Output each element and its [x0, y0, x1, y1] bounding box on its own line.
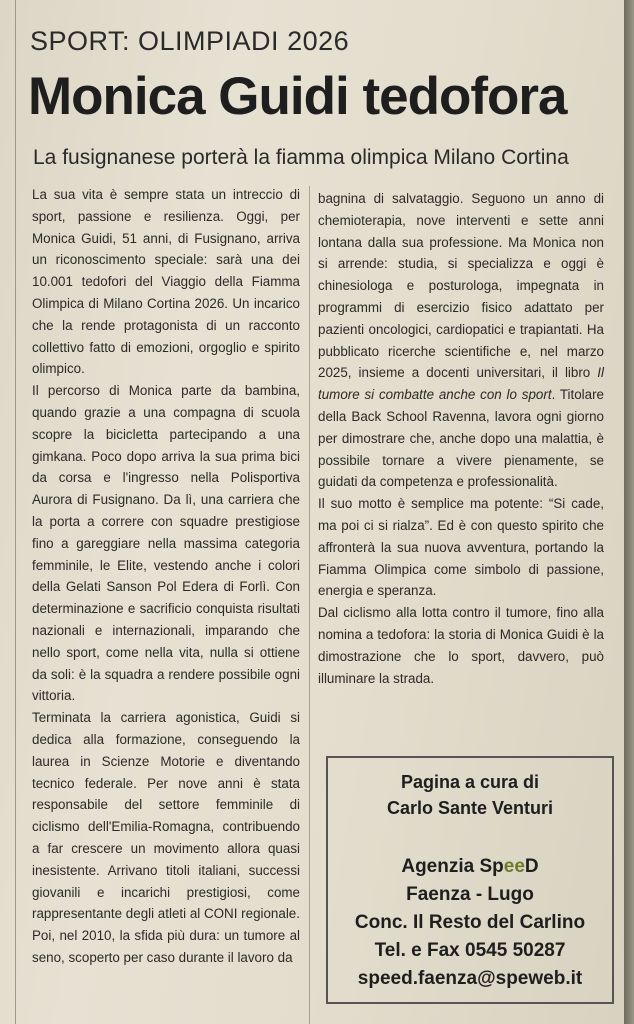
section-kicker: SPORT: OLIMPIADI 2026: [30, 26, 350, 56]
agency-concession: Conc. Il Resto del Carlino: [354, 912, 586, 933]
credit-line: Pagina a cura di: [400, 772, 540, 792]
left-margin-rule: [15, 0, 16, 1024]
paragraph: Poi, nel 2010, la sfida più dura: un tumore al seno, scoperto per caso durante il lavoro da: [32, 928, 300, 965]
paragraph: Il suo motto è semplice ma potente: “Si cade, ma poi ci si rialza”. Ed è con questo spirito che affronterà la sua nuova avventura, portando la Fiamma Olimpica come simbolo di passione, energia e speranza.: [318, 496, 604, 599]
paragraph: Dal ciclismo alla lotta contro il tumore, fino alla nomina a tedofora: la storia di Monica Guidi è la dimostrazione che lo sport, davvero, può illuminare la strada.: [318, 605, 604, 686]
headline: Monica Guidi tedofora: [28, 67, 567, 126]
credit-author: Carlo Sante Venturi: [386, 798, 554, 818]
agency-name-prefix: Agenzia Sp: [401, 856, 504, 877]
paragraph: Terminata la carriera agonistica, Guidi si dedica alla formazione, conseguendo la laurea in Scienze Motorie e diventando tecnico federale. Per nove anni è stata responsabile del settore femminile di ciclismo dell'Emilia-Romagna, contribuendo a far crescere un movimento allora quasi inesistente. Arrivano titoli italiani, successi giovanili e incarichi prestigiosi, come rappresentante degli atleti al CONI regionale.: [32, 710, 300, 922]
background-edge: [624, 0, 634, 1024]
column-divider: [309, 186, 310, 1024]
agency-name-ee: ee: [503, 856, 525, 877]
paragraph: La sua vita è sempre stata un intreccio di sport, passione e resilienza. Oggi, per Monica Guidi, 51 anni, di Fusignano, arriva un riconoscimento speciale: sarà una dei 10.001 tedofori del Viaggio della Fiamma Olimpica di Milano Cortina 2026. Un incarico che la rende protagonista di un racconto collettivo fatto di emozioni, orgoglio e spirito olimpico.: [32, 187, 300, 377]
article-column-right: [318, 188, 604, 689]
agency-phone: Tel. e Fax 0545 50287: [374, 940, 566, 961]
agency-name: [328, 856, 612, 878]
paragraph: [318, 188, 604, 493]
agency-name-suffix: D: [524, 856, 539, 877]
agency-location: Faenza - Lugo: [406, 884, 534, 905]
agency-email: speed.faenza@speweb.it: [357, 968, 583, 989]
article-column-left: [32, 184, 300, 969]
paragraph-text: bagnina di salvataggio. Seguono un anno di chemioterapia, nove interventi e sette anni lontana dalla sua professione. Ma Monica non si arrende: studia, si specializza e oggi è chinesiologa e posturologa, impegnata in programmi di esercizio fisico adattato per pazienti oncologici, cardiopatici e trapiantati. Ha pubblicato ricerche scientifiche e, nel marzo 2025, insieme a docenti universitari, il libro: [318, 191, 604, 381]
paragraph: Il percorso di Monica parte da bambina, quando grazie a una compagna di scuola scopre la bicicletta partecipando a una gimkana. Poco dopo arriva la sua prima bici da corsa e l'ingresso nella Polisportiva Aurora di Fusignano. Da lì, una carriera che la porta a correre con squadre prestigiose fino a gareggiare nella massima categoria femminile, le Elite, vestendo anche i colori della Gelati Sanson Pol Edera di Forlì. Con determinazione e sacrificio conquista risultati nazionali e internazionali, imparando che nello sport, come nella vita, nulla si ottiene da soli: è la squadra a rendere possibile ogni vittoria.: [32, 383, 300, 704]
subheadline: La fusignanese porterà la fiamma olimpica Milano Cortina: [33, 146, 569, 169]
paragraph-text: . Titolare della Back School Ravenna, lavora ogni giorno per dimostrare che, anche dopo una malattia, è possibile tornare a vivere pienamente, se guidati da competenza e professionalità.: [318, 387, 605, 490]
credit-box: [326, 756, 614, 1004]
book-title: Il tumore si combatte anche con lo sport: [318, 365, 604, 403]
